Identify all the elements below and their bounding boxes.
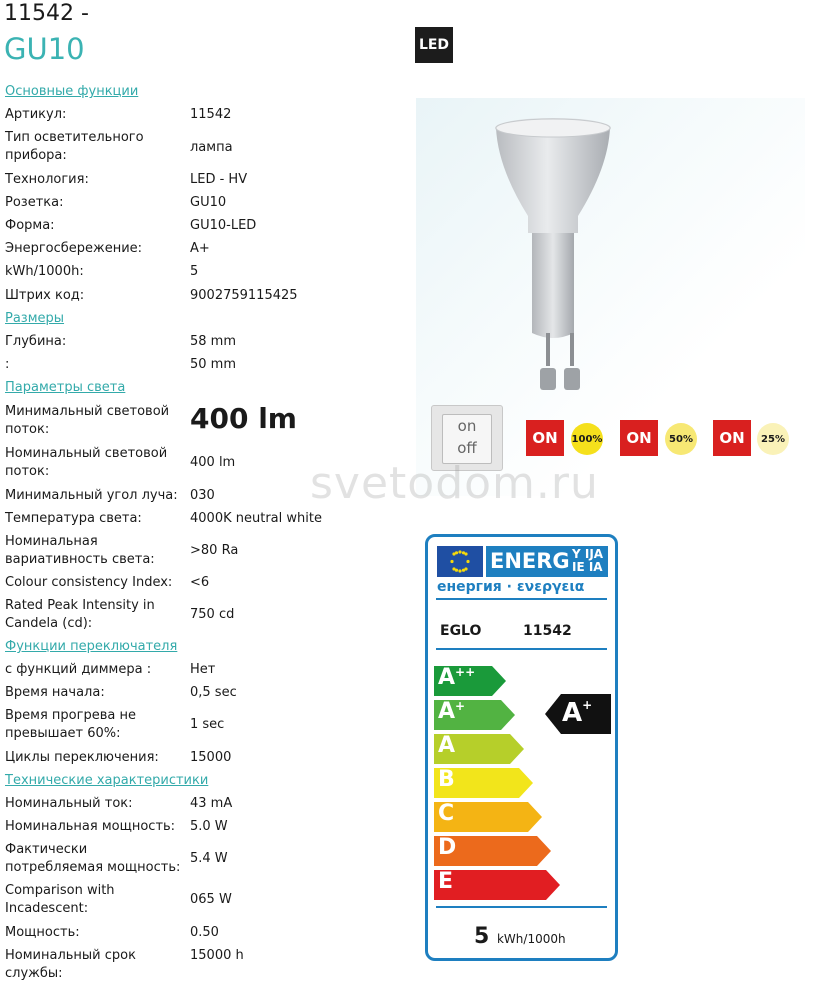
spec-value: 4000K neutral white xyxy=(190,511,322,526)
energy-class-label xyxy=(438,835,456,860)
spec-value: лампа xyxy=(190,140,233,155)
spec-key: Технология: xyxy=(5,172,89,187)
dim-50-badge: 50% xyxy=(665,423,697,455)
energy-class-letter: A xyxy=(438,665,456,690)
energy-class-label xyxy=(438,767,455,792)
kwh-consumption xyxy=(474,924,566,949)
spec-value: 5.0 W xyxy=(190,819,228,834)
dim-on-badge: ON xyxy=(713,420,751,456)
spec-key: Colour consistency Index: xyxy=(5,575,173,590)
energy-class-label xyxy=(438,665,475,690)
spec-key: Глубина: xyxy=(5,334,67,349)
spec-key: Номинальный световой поток: xyxy=(5,446,168,479)
energy-class-label xyxy=(438,699,465,724)
switch-on-label: on xyxy=(457,417,477,435)
energy-class-arrow xyxy=(434,666,508,700)
energy-class-letter: A xyxy=(438,733,456,758)
spec-value: GU10-LED xyxy=(190,218,257,233)
spec-key: Номинальный ток: xyxy=(5,796,133,811)
energy-class-letter: D xyxy=(438,835,457,860)
spec-value: >80 Ra xyxy=(190,543,239,558)
spec-value: 0,5 sec xyxy=(190,685,237,700)
spec-value: 15000 h xyxy=(190,948,244,963)
energy-class-letter: C xyxy=(438,801,455,826)
spec-key: Энергосбережение: xyxy=(5,241,143,256)
section-light-params[interactable]: Параметры света xyxy=(5,380,126,395)
rating-class-base: A xyxy=(562,698,583,728)
energy-class-arrow xyxy=(434,870,562,904)
energy-class-label xyxy=(438,733,455,758)
energy-class-arrow xyxy=(434,836,553,870)
energy-class-label xyxy=(438,801,454,826)
spec-key: Артикул: xyxy=(5,107,67,122)
spec-key: Время начала: xyxy=(5,685,105,700)
spec-key: Форма: xyxy=(5,218,55,233)
spec-value: 15000 xyxy=(190,750,232,765)
spec-value: 400 lm xyxy=(190,402,297,435)
energ-subtitle: енергия · ενεργεια xyxy=(437,579,585,595)
spec-key: Циклы переключения: xyxy=(5,750,159,765)
spec-value: 400 lm xyxy=(190,455,236,470)
energy-class-arrow xyxy=(434,802,544,836)
spec-key: Номинальная мощность: xyxy=(5,819,176,834)
label-divider xyxy=(436,648,607,650)
section-switch-functions[interactable]: Функции переключателя xyxy=(5,639,178,654)
spec-key: Время прогрева не превышает 60%: xyxy=(5,708,136,741)
dim-25-badge: 25% xyxy=(757,423,789,455)
spec-key: Фактически потребляемая мощность: xyxy=(5,842,181,875)
energy-class-letter: A xyxy=(438,699,456,724)
energy-class-arrow xyxy=(434,700,517,734)
spec-value: A+ xyxy=(190,241,210,256)
spec-value: 1 sec xyxy=(190,717,225,732)
spec-value: <6 xyxy=(190,575,210,590)
spec-key: Comparison with Incadescent: xyxy=(5,883,115,916)
spec-key: Тип осветительного прибора: xyxy=(5,130,144,163)
spec-value: 065 W xyxy=(190,892,232,907)
rating-class-sup: + xyxy=(582,698,593,712)
energy-class-label xyxy=(438,869,453,894)
spec-key: kWh/1000h: xyxy=(5,264,84,279)
spec-value: 030 xyxy=(190,488,215,503)
spec-value: GU10 xyxy=(190,195,227,210)
switch-inner xyxy=(442,414,492,464)
model-number: 11542 xyxy=(523,623,572,639)
energ-suffix-2: IE IA xyxy=(572,560,603,574)
rating-class xyxy=(562,698,592,728)
energ-suffix-1: Y IJA xyxy=(572,547,604,561)
energy-class-letter: E xyxy=(438,869,454,894)
energ-header xyxy=(486,546,608,577)
spec-value: 5 xyxy=(190,264,199,279)
spec-value: Нет xyxy=(190,662,216,677)
spec-value: LED - HV xyxy=(190,172,248,187)
spec-value: 5.4 W xyxy=(190,851,228,866)
spec-value: 43 mA xyxy=(190,796,233,811)
watermark: svetodom.ru xyxy=(310,458,599,509)
spec-key: Розетка: xyxy=(5,195,64,210)
kwh-value: 5 xyxy=(474,924,490,949)
model-title: GU10 xyxy=(4,32,85,66)
kwh-unit: kWh/1000h xyxy=(496,932,566,946)
eu-flag-icon xyxy=(437,546,483,577)
label-divider xyxy=(436,906,607,908)
energy-class-letter: B xyxy=(438,767,455,792)
spec-key: Rated Peak Intensity in Candela (cd): xyxy=(5,598,155,631)
energy-class-arrow xyxy=(434,768,535,802)
spec-value: 58 mm xyxy=(190,334,237,349)
spec-key: : xyxy=(5,357,10,372)
energ-text: ENERG xyxy=(490,549,570,573)
spec-value: 50 mm xyxy=(190,357,237,372)
section-dimensions[interactable]: Размеры xyxy=(5,311,65,326)
spec-key: Номинальный срок службы: xyxy=(5,948,136,981)
spec-key: Номинальная вариативность света: xyxy=(5,534,155,567)
article-title: 11542 - xyxy=(4,1,89,26)
section-tech-specs[interactable]: Технические характеристики xyxy=(5,773,209,788)
dim-on-badge: ON xyxy=(620,420,658,456)
spec-key: Минимальный световой поток: xyxy=(5,404,170,437)
spec-key: Штрих код: xyxy=(5,288,85,303)
dim-100-badge: 100% xyxy=(571,423,603,455)
led-badge: LED xyxy=(415,27,453,63)
spec-value: 750 cd xyxy=(190,607,235,622)
spec-value: 0.50 xyxy=(190,925,219,940)
spec-key: с функций диммера : xyxy=(5,662,152,677)
dim-on-badge: ON xyxy=(526,420,564,456)
spec-value: 9002759115425 xyxy=(190,288,298,303)
spec-key: Температура света: xyxy=(5,511,142,526)
switch-off-label: off xyxy=(457,439,477,457)
supplier-name: EGLO xyxy=(440,623,482,639)
spec-key: Мощность: xyxy=(5,925,80,940)
energy-class-plus: ++ xyxy=(455,665,476,679)
spec-key: Минимальный угол луча: xyxy=(5,488,178,503)
spec-value: 11542 xyxy=(190,107,232,122)
label-divider xyxy=(436,598,607,600)
energy-class-plus: + xyxy=(455,699,466,713)
section-main-functions[interactable]: Основные функции xyxy=(5,84,139,99)
energy-class-arrow xyxy=(434,734,526,768)
